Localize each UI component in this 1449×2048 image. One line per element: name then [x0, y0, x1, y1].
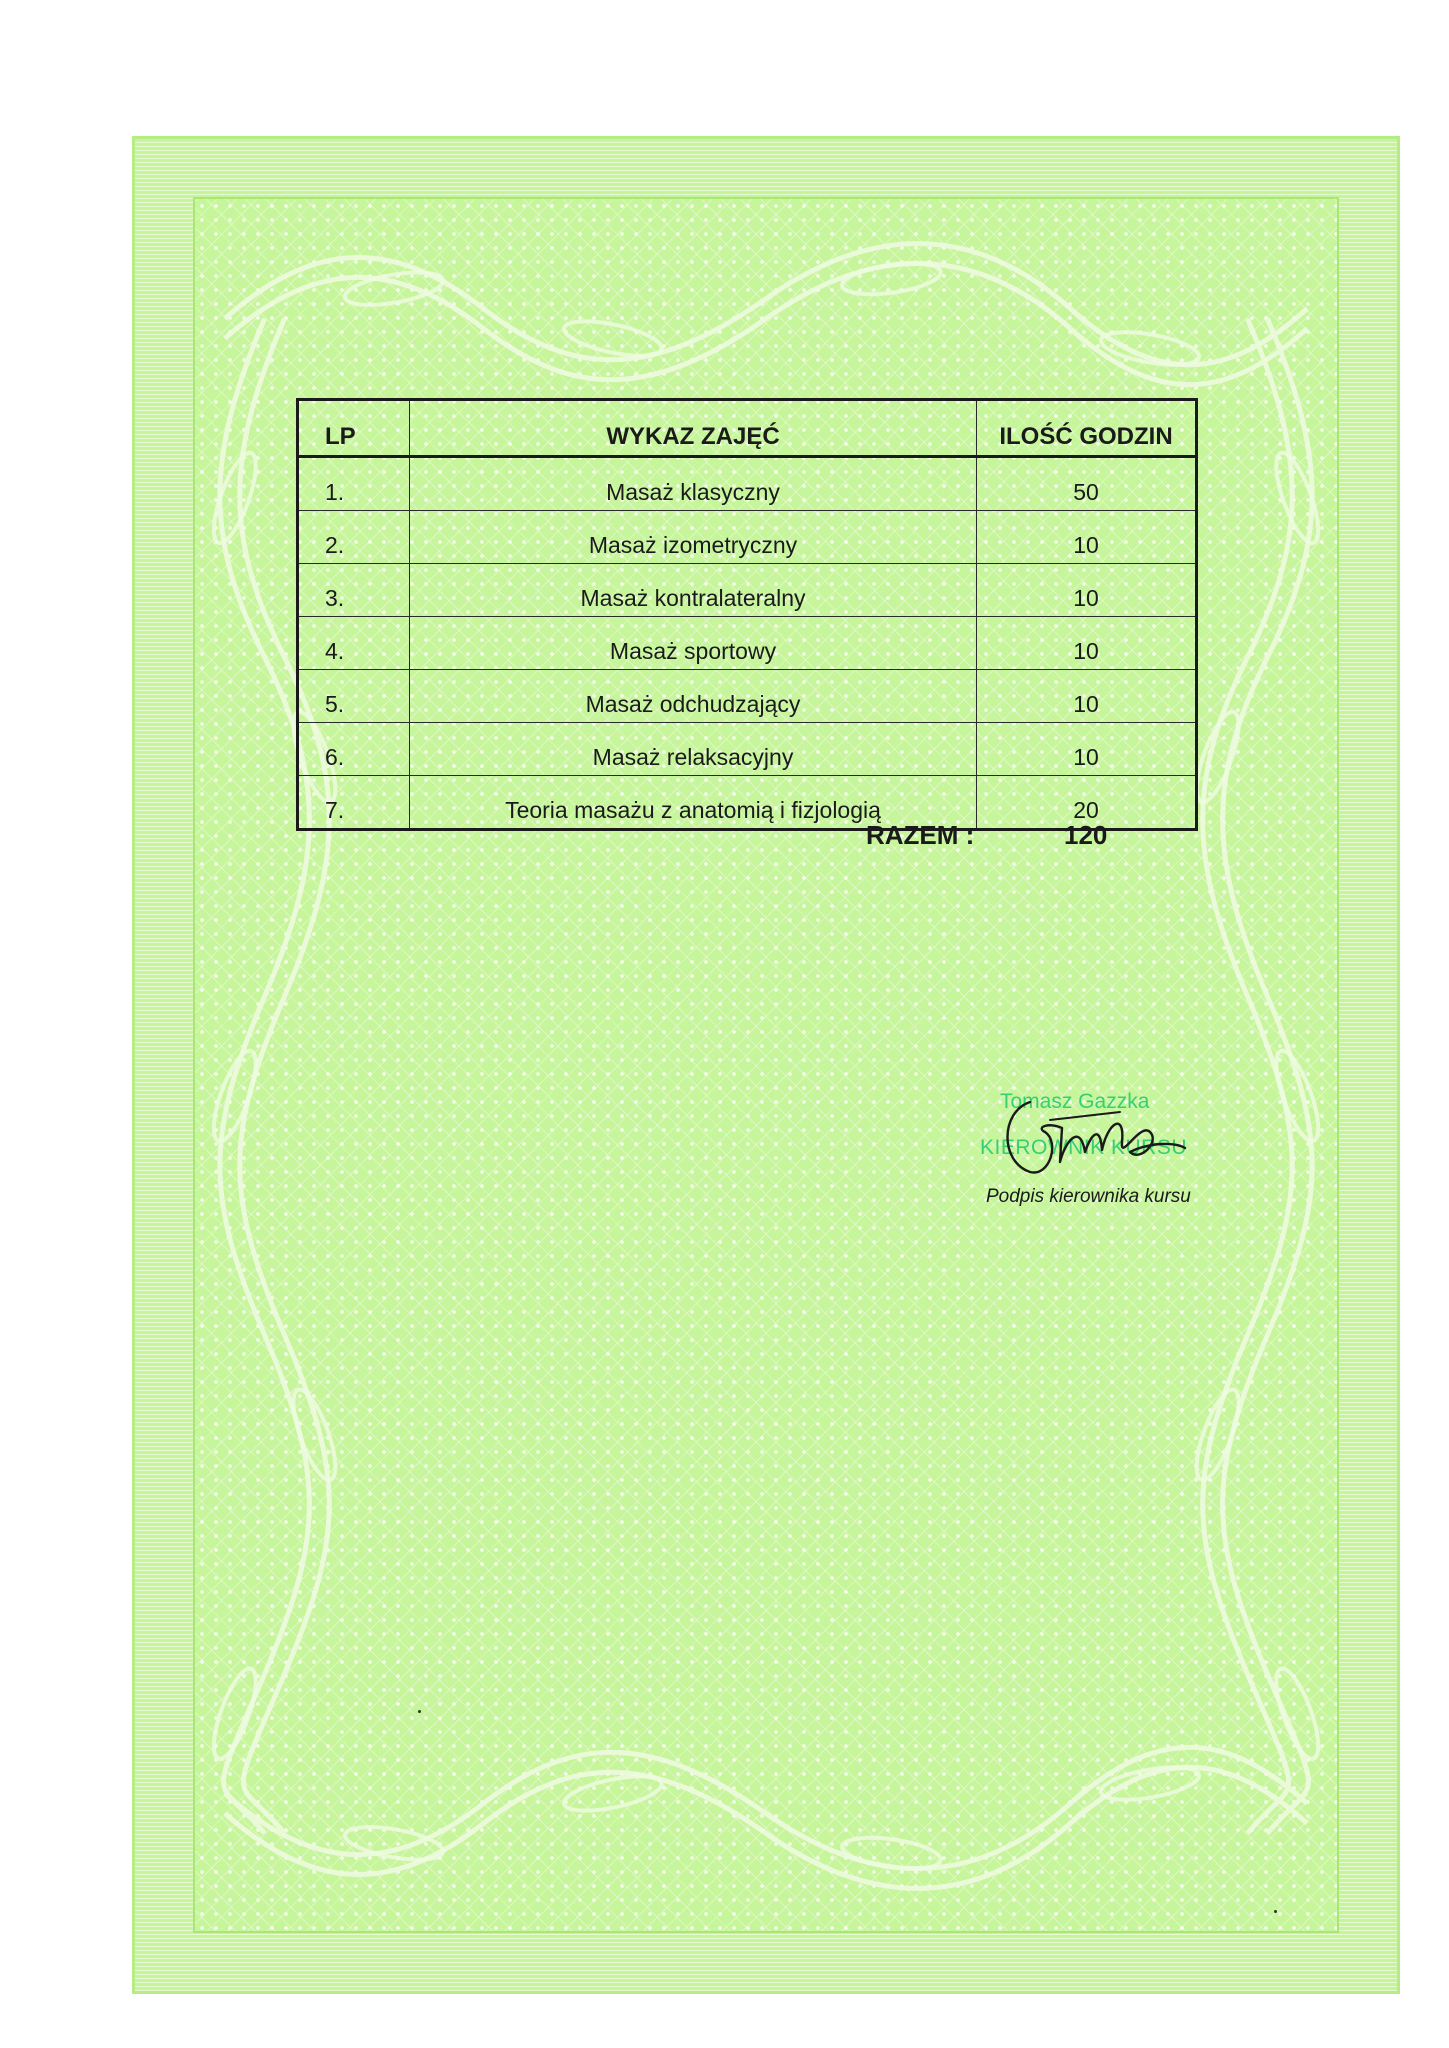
- table-row: [298, 511, 1197, 564]
- row-hours: 10: [977, 670, 1197, 723]
- row-hours: 10: [977, 564, 1197, 617]
- row-course-name: Masaż izometryczny: [410, 511, 977, 564]
- header-hours: ILOŚĆ GODZIN: [977, 400, 1197, 457]
- row-course-name: Masaż sportowy: [410, 617, 977, 670]
- row-hours: 20: [977, 776, 1197, 830]
- row-course-name: Masaż odchudzający: [410, 670, 977, 723]
- row-hours: 10: [977, 723, 1197, 776]
- signature-caption: Podpis kierownika kursu: [986, 1186, 1191, 1207]
- row-hours: 50: [977, 457, 1197, 511]
- total-label: RAZEM :: [866, 820, 975, 850]
- row-lp: 7.: [298, 776, 410, 830]
- row-lp: 5.: [298, 670, 410, 723]
- row-course-name: Masaż kontralateralny: [410, 564, 977, 617]
- table-row: [298, 723, 1197, 776]
- table-row: [298, 776, 1197, 830]
- row-hours: 10: [977, 617, 1197, 670]
- row-course-name: Masaż klasyczny: [410, 457, 977, 511]
- row-lp: 3.: [298, 564, 410, 617]
- handwritten-signature: [990, 1082, 1190, 1192]
- row-lp: 2.: [298, 511, 410, 564]
- table-row: [298, 617, 1197, 670]
- row-lp: 6.: [298, 723, 410, 776]
- table-row: [298, 564, 1197, 617]
- row-hours: 10: [977, 511, 1197, 564]
- table-row: [298, 670, 1197, 723]
- row-lp: 4.: [298, 617, 410, 670]
- row-course-name: Teoria masażu z anatomią i fizjologią: [410, 776, 977, 830]
- header-course-list: WYKAZ ZAJĘĆ: [410, 400, 977, 457]
- row-course-name: Masaż relaksacyjny: [410, 723, 977, 776]
- row-lp: 1.: [298, 457, 410, 511]
- scan-speck: [418, 1710, 421, 1713]
- header-lp: LP: [298, 400, 410, 457]
- table-header-row: [298, 400, 1197, 457]
- table-row: [298, 457, 1197, 511]
- scan-speck: [1274, 1910, 1277, 1913]
- stamp-name: Tomasz Gazzka: [1000, 1090, 1150, 1113]
- stamp-role: KIEROWNIK KURSU: [980, 1136, 1188, 1159]
- course-hours-table: [296, 398, 1198, 831]
- total-value: 120: [1064, 820, 1108, 850]
